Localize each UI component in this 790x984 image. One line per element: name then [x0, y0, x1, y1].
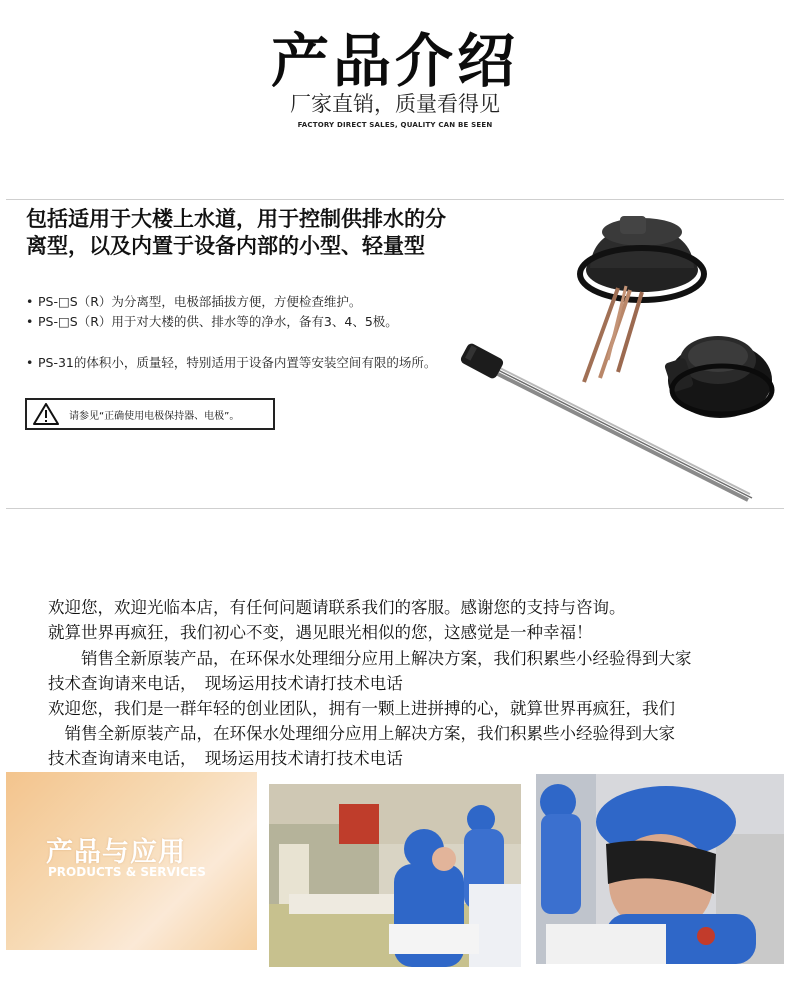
product-bullet: • PS-31的体积小，质量轻，特别适用于设备内置等安装空间有限的场所。: [26, 355, 437, 370]
product-bullet: • PS-□S（R）用于对大楼的供、排水等的净水，备有3、4、5极。: [26, 314, 398, 329]
product-title: 包括适用于大楼上水道，用于控制供排水的分离型，以及内置于设备内部的小型、轻量型: [26, 207, 446, 258]
divider-bottom: [6, 508, 784, 509]
notice-box: [25, 398, 275, 430]
intro-line: 技术查询请来电话， 现场运用技术请打技术电话: [48, 674, 403, 693]
factory-photo-1: [269, 784, 521, 967]
intro-line: 欢迎您，欢迎光临本店，有任何问题请联系我们的客服。感谢您的支持与咨询。: [48, 598, 626, 617]
product-bullet: • PS-□S（R）为分离型，电极部插拔方便，方便检查维护。: [26, 294, 362, 309]
divider-top: [6, 199, 784, 200]
product-photo: [460, 210, 778, 505]
notice-text: 请参见“正确使用电极保持器、电极”。: [69, 410, 240, 422]
banner-title: 产品与应用: [46, 837, 186, 868]
warning-triangle-icon: [33, 403, 59, 425]
intro-line: 欢迎您，我们是一群年轻的创业团队，拥有一颗上进拼搏的心，就算世界再疯狂，我们: [48, 699, 675, 718]
intro-line: 就算世界再疯狂，我们初心不变，遇见眼光相似的您，这感觉是一种幸福！: [48, 623, 593, 642]
factory-photo-2: [536, 774, 784, 964]
page-title: 产品介绍: [270, 27, 519, 95]
products-services-banner: [6, 772, 257, 950]
page-subtitle: 厂家直销，质量看得见: [290, 92, 500, 116]
intro-line: 销售全新原装产品，在环保水处理细分应用上解决方案，我们积累些小经验得到大家: [48, 724, 675, 743]
page-subtitle-en: FACTORY DIRECT SALES, QUALITY CAN BE SEEN: [297, 121, 493, 129]
intro-line: 销售全新原装产品，在环保水处理细分应用上解决方案，我们积累些小经验得到大家: [48, 649, 692, 668]
intro-line: 技术查询请来电话， 现场运用技术请打技术电话: [48, 749, 403, 768]
banner-subtitle: PRODUCTS & SERVICES: [48, 865, 206, 879]
